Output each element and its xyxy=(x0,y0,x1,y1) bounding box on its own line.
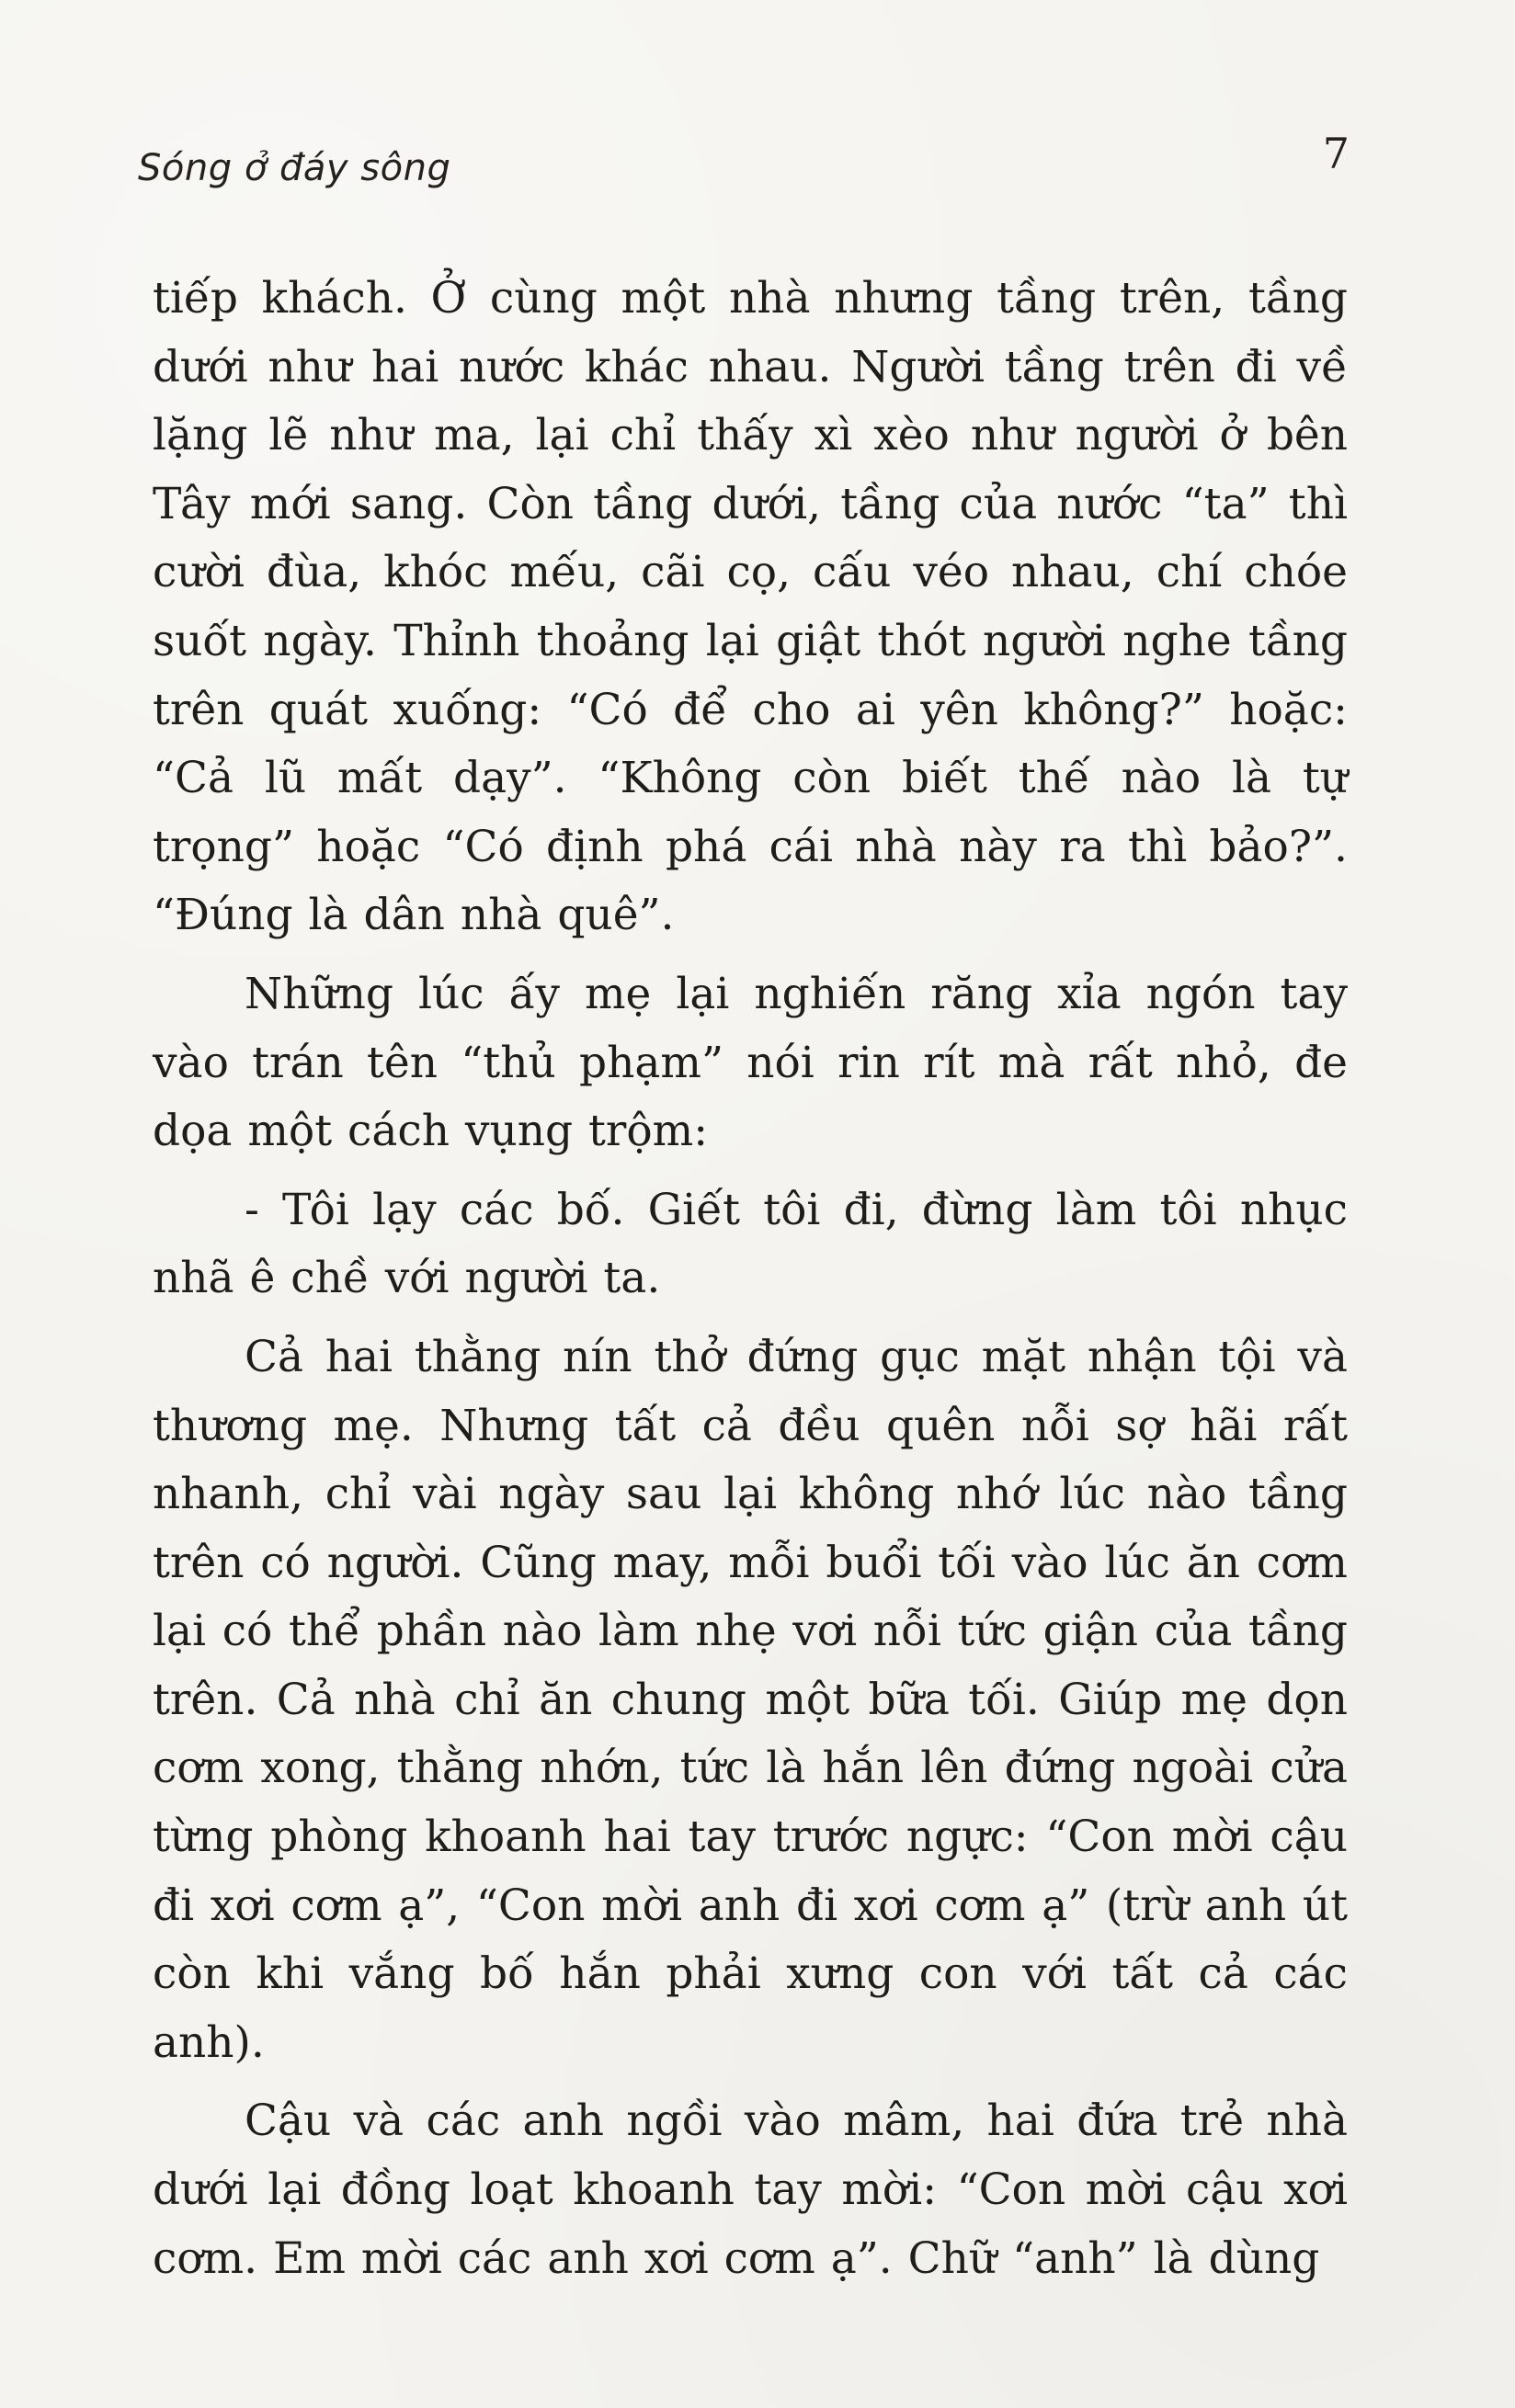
page-number: 7 xyxy=(1322,129,1350,178)
paragraph-4: Cả hai thằng nín thở đứng gục mặt nhận tội và thương mẹ. Nhưng tất cả đều quên nỗi sợ hãi rất nhanh, chỉ vài ngày sau lại không nhớ lúc nào tầng trên có người. Cũng may, mỗi buổi tối vào lúc ăn cơm lại có thể phần nào làm nhẹ vơi nỗi tức giận của tầng trên. Cả nhà chỉ ăn chung một bữa tối. Giúp mẹ dọn cơm xong, thằng nhớn, tức là hắn lên đứng ngoài cửa từng phòng khoanh hai tay trước ngực: “Con mời cậu đi xơi cơm ạ”, “Con mời anh đi xơi cơm ạ” (trừ anh út còn khi vắng bố hắn phải xưng con với tất cả các anh). xyxy=(153,1331,1348,2068)
paragraph-5: Cậu và các anh ngồi vào mâm, hai đứa trẻ nhà dưới lại đồng loạt khoanh tay mời: “Con mời cậu xơi cơm. Em mời các anh xơi cơm ạ”. Chữ “anh” là dùng xyxy=(153,2096,1348,2284)
running-header: Sóng ở đáy sông xyxy=(138,147,451,189)
dialogue-paragraph: - Tôi lạy các bố. Giết tôi đi, đừng làm tôi nhục nhã ê chề với người ta. xyxy=(153,1184,1348,1304)
paragraph-1: tiếp khách. Ở cùng một nhà nhưng tầng trên, tầng dưới như hai nước khác nhau. Người tầng trên đi về lặng lẽ như ma, lại chỉ thấy xì xèo như người ở bên Tây mới sang. Còn tầng dưới, tầng của nước “ta” thì cười đùa, khóc mếu, cãi cọ, cấu véo nhau, chí chóe suốt ngày. Thỉnh thoảng lại giật thót người nghe tầng trên quát xuống: “Có để cho ai yên không?” hoặc: “Cả lũ mất dạy”. “Không còn biết thế nào là tự trọng” hoặc “Có định phá cái nhà này ra thì bảo?”. “Đúng là dân nhà quê”. xyxy=(153,273,1348,941)
page-body xyxy=(153,265,1348,2303)
paragraph-2: Những lúc ấy mẹ lại nghiến răng xỉa ngón tay vào trán tên “thủ phạm” nói rin rít mà rất nhỏ, đe dọa một cách vụng trộm: xyxy=(153,968,1348,1157)
